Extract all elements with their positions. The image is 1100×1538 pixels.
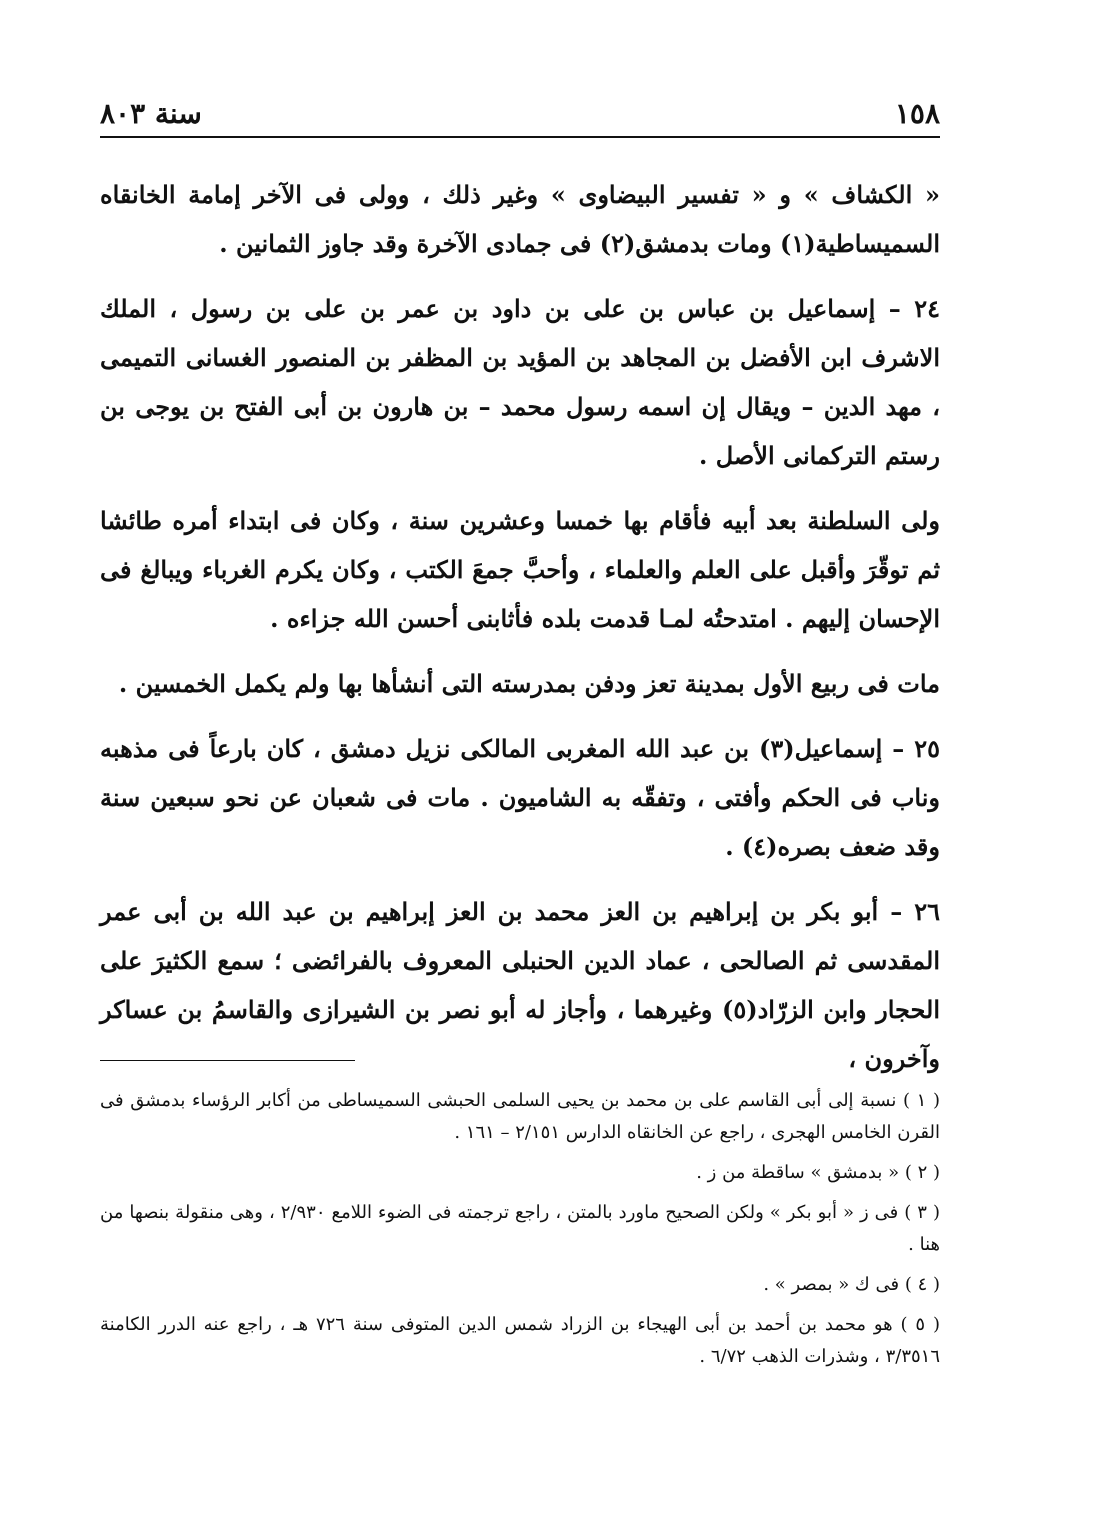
paragraph: ولى السلطنة بعد أبيه فأقام بها خمسا وعشرين سنة ، وكان فى ابتداء أمره طائشا ثم توقّرَ وأقبل على العلم والعلماء ، وأحبَّ جمعَ الكتب ، وكان يكرم الغرباء ويبالغ فى الإحسان إليهم . امتدحتُه لمـا قدمت بلده فأثابنى أحسن الله جزاءه . <box>100 506 940 633</box>
main-text <box>100 170 940 1099</box>
page-number: ١٥٨ <box>894 97 940 130</box>
footnote-5: ( ٥ ) هو محمد بن أحمد بن أبى الهيجاء بن الزراد شمس الدين المتوفى سنة ٧٢٦ هـ ، راجع عنه الدرر الكامنة ٣/٣٥١٦ ، وشذرات الذهب ٦/٧٢ . <box>100 1314 940 1367</box>
paragraph: « الكشاف » و « تفسير البيضاوى » وغير ذلك ، وولى فى الآخر إمامة الخانقاه السميساطية(١) ومات بدمشق(٢) فى جمادى الآخرة وقد جاوز الثمانين . <box>100 180 940 258</box>
entry-26: ٢٦ – أبو بكر بن إبراهيم بن العز محمد بن العز إبراهيم بن عبد الله بن أبى عمر المقدسى ثم الصالحى ، عماد الدين الحنبلى المعروف بالفرائضى ؛ سمع الكثيرَ على الحجار وابن الزرّاد(٥) وغيرهما ، وأجاز له أبو نصر بن الشيرازى والقاسمُ بن عساكر وآخرون ، <box>100 897 940 1073</box>
footnote-rule <box>100 1060 355 1061</box>
entry-25: ٢٥ – إسماعيل(٣) بن عبد الله المغربى المالكى نزيل دمشق ، كان بارعاً فى مذهبه وناب فى الحكم وأفتى ، وتفقّه به الشاميون . مات فى شعبان عن نحو سبعين سنة وقد ضعف بصره(٤) . <box>100 734 940 861</box>
footnote-1: ( ١ ) نسبة إلى أبى القاسم على بن محمد بن يحيى السلمى الحبشى السميساطى من أكابر الرؤساء بدمشق فى القرن الخامس الهجرى ، راجع عن الخانقاه الدارس ٢/١٥١ – ١٦١ . <box>100 1090 940 1143</box>
footnote-3: ( ٣ ) فى ز « أبو بكر » ولكن الصحيح ماورد بالمتن ، راجع ترجمته فى الضوء اللامع ٢/٩٣٠ ، وهى منقولة بنصها من هنا . <box>100 1202 940 1255</box>
footnote-2: ( ٢ ) « بدمشق » ساقطة من ز . <box>696 1162 940 1183</box>
entry-24: ٢٤ – إسماعيل بن عباس بن على بن داود بن عمر بن على بن رسول ، الملك الاشرف ابن الأفضل بن المجاهد بن المؤيد بن المظفر بن المنصور الغسانى التميمى ، مهد الدين – ويقال إن اسمه رسول محمد – بن هارون بن أبى الفتح بن يوجى بن رستم التركمانى الأصل . <box>100 294 940 470</box>
running-header <box>100 90 940 130</box>
book-page <box>100 90 940 1470</box>
header-rule <box>100 136 940 138</box>
footnotes <box>100 1085 940 1381</box>
year-label: سنة ٨٠٣ <box>100 97 202 130</box>
footnote-4: ( ٤ ) فى ك « بمصر » . <box>763 1274 940 1295</box>
paragraph: مات فى ربيع الأول بمدينة تعز ودفن بمدرسته التى أنشأها بها ولم يكمل الخمسين . <box>118 669 940 698</box>
